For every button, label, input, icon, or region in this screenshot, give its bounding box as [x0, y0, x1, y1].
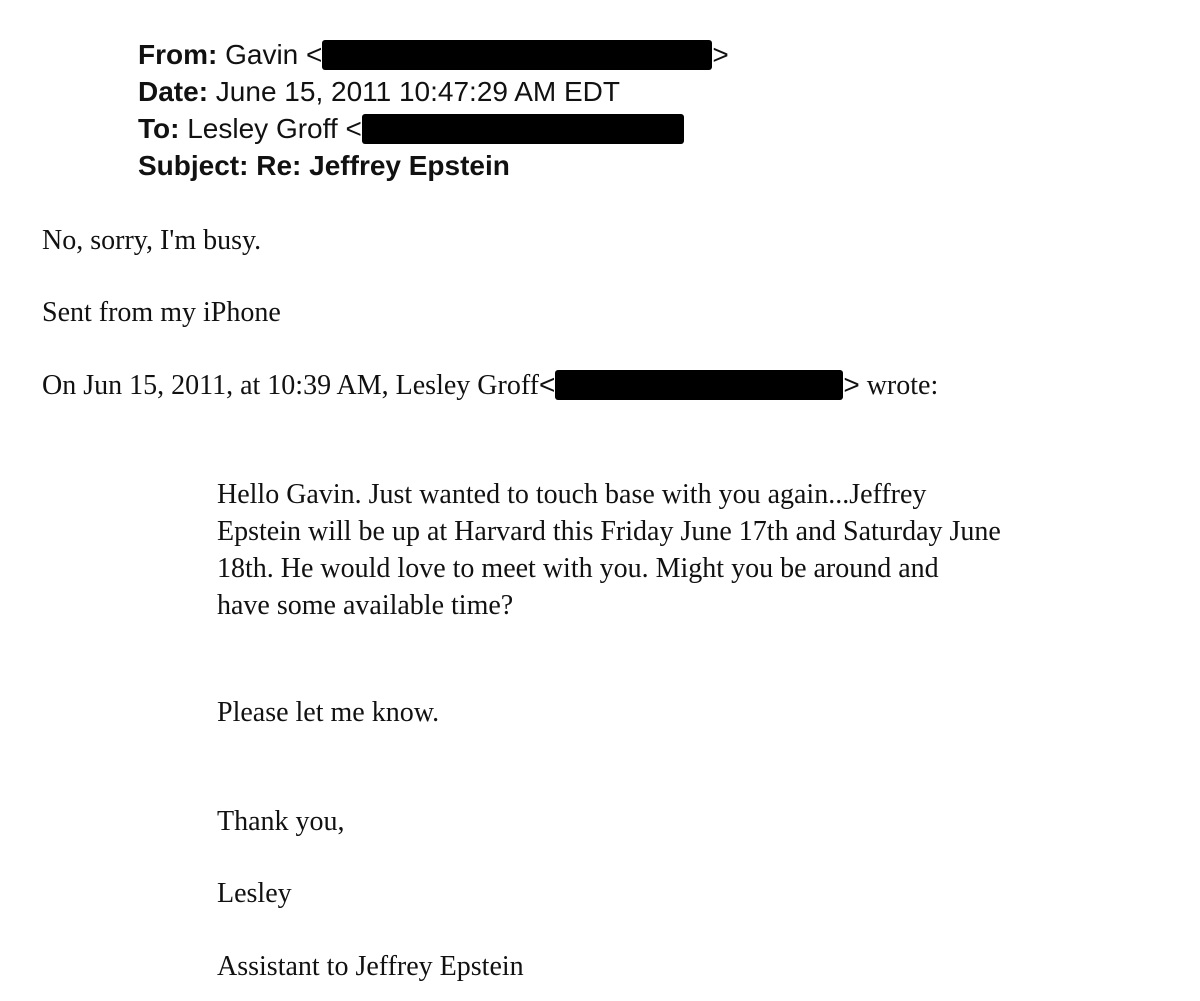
quoted-please: Please let me know. [217, 697, 440, 728]
attribution-angle-open: < [538, 369, 556, 400]
attribution-prefix: On Jun 15, 2011, at 10:39 AM, Lesley Groff [42, 370, 539, 401]
attribution-angle-close: > [843, 369, 860, 400]
redacted-from-address [322, 40, 712, 70]
from-name: Gavin [225, 39, 299, 70]
from-angle-open: < [306, 39, 323, 70]
to-label: To: [138, 113, 180, 144]
from-line [138, 36, 729, 73]
reply-body: No, sorry, I'm busy. [42, 225, 262, 256]
subject-value: Re: Jeffrey Epstein [256, 150, 510, 181]
quoted-line: Epstein will be up at Harvard this Friday June 17th and Saturday June [217, 516, 1001, 547]
attribution-suffix: wrote: [866, 370, 939, 401]
attribution-line [42, 367, 938, 404]
subject-line [138, 147, 729, 184]
from-angle-close: > [712, 39, 729, 70]
to-name: Lesley Groff [187, 113, 338, 144]
to-angle-open: < [345, 113, 362, 144]
quoted-line: 18th. He would love to meet with you. Might you be around and [217, 553, 939, 584]
date-value: June 15, 2011 10:47:29 AM EDT [215, 76, 620, 107]
quoted-thanks: Thank you, [217, 806, 345, 837]
redacted-to-address [362, 114, 684, 144]
date-label: Date: [138, 76, 209, 107]
quoted-title: Assistant to Jeffrey Epstein [217, 951, 524, 982]
subject-label: Subject: [138, 150, 249, 181]
date-line [138, 73, 729, 110]
email-header [138, 36, 729, 184]
to-line [138, 110, 729, 147]
quoted-line: Hello Gavin. Just wanted to touch base with you again...Jeffrey [217, 479, 927, 510]
from-label: From: [138, 39, 218, 70]
quoted-paragraph [217, 476, 1001, 624]
quoted-name: Lesley [217, 878, 292, 909]
reply-signature: Sent from my iPhone [42, 297, 281, 328]
redacted-attribution-address [555, 370, 843, 400]
quoted-line: have some available time? [217, 590, 514, 621]
